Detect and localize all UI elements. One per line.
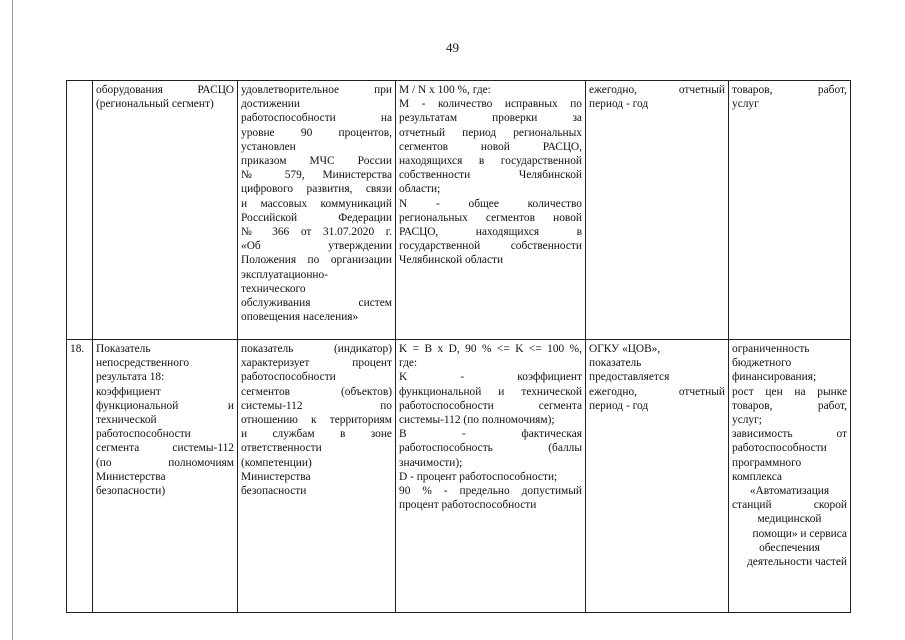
text-line: работоспособности <box>96 428 191 441</box>
text-line: услуг <box>732 98 759 111</box>
text-line: товаров, работ, <box>732 399 847 412</box>
text-line: 90 % - предельно допустимый <box>399 485 582 498</box>
text-line: ОГКУ «ЦОВ», <box>589 343 661 355</box>
text-line: K = B x D, 90 % <= K <= 100 %, <box>399 343 582 355</box>
text-line: находящихся в государственной <box>399 155 582 168</box>
row-number-cell <box>67 81 93 340</box>
text-line: ответственности <box>241 442 322 455</box>
indicator-cell <box>93 340 238 613</box>
text-line: программного <box>732 456 802 469</box>
text-line: Министерства <box>241 470 311 483</box>
text-line: эксплуатационно- <box>241 268 329 281</box>
text-line: (региональный сегмент) <box>96 98 214 111</box>
text-line: работоспособности <box>732 442 827 455</box>
text-line: и массовых коммуникаций <box>241 197 392 210</box>
text-line: результата 18: <box>96 371 165 384</box>
text-line: показатель <box>589 357 642 370</box>
text-line: комплекса <box>732 470 782 483</box>
source-cell <box>586 81 729 340</box>
text-line: значимости); <box>399 456 463 469</box>
text-line: ограниченность <box>732 343 810 355</box>
text-line: достижении <box>241 98 300 111</box>
text-line: региональных сегментов новой <box>399 211 582 224</box>
text-line: функциональной и технической <box>399 385 582 398</box>
text-line: бюджетного <box>732 357 792 370</box>
text-line: (компетенции) <box>241 456 312 469</box>
text-line: финансирования; <box>732 371 817 384</box>
text-line: непосредственного <box>96 357 190 370</box>
text-line: работоспособности <box>241 371 336 384</box>
text-line: коэффициент <box>96 385 161 398</box>
text-line: работоспособности на <box>241 112 392 125</box>
text-line: Показатель <box>96 343 151 355</box>
text-line: оповещения населения» <box>241 311 359 324</box>
page-left-edge-rule <box>12 0 13 640</box>
text-line: удовлетворительное при <box>241 84 392 96</box>
text-line: приказом МЧС России <box>241 155 392 168</box>
text-line: медицинской <box>757 513 822 526</box>
text-line: оборудования РАСЦО <box>96 84 234 96</box>
text-line: системы-112 по <box>241 399 392 412</box>
source-cell <box>586 340 729 613</box>
page-number: 49 <box>446 40 459 55</box>
text-line: результатам проверки за <box>399 112 582 125</box>
text-line: помощи» и сервиса <box>752 527 847 540</box>
text-line: показатель (индикатор) <box>241 343 392 355</box>
text-line: и службам в зоне <box>241 428 392 441</box>
text-line: цифрового развития, связи <box>241 183 392 196</box>
text-line: деятельности частей <box>746 556 847 569</box>
text-line: период - год <box>589 399 649 412</box>
text-line: (по полномочиям <box>96 456 234 469</box>
description-cell <box>238 340 396 613</box>
text-line: сегмента системы-112 <box>96 442 234 455</box>
text-line: B - фактическая <box>399 428 582 441</box>
text-line: технической <box>96 414 157 427</box>
text-line: сегментов (объектов) <box>241 385 392 398</box>
text-line: технического <box>241 282 306 295</box>
indicator-cell <box>93 81 238 340</box>
text-line: K - коэффициент <box>399 371 582 384</box>
text-line: сегментов новой РАСЦО, <box>399 140 582 153</box>
text-line: рост цен на рынке <box>732 385 847 398</box>
text-line: отчетный период региональных <box>399 126 582 139</box>
text-line: период - год <box>589 98 649 111</box>
row-number-cell: 18. <box>67 340 93 613</box>
text-line: D - процент работоспособности; <box>399 470 558 483</box>
text-line: зависимость от <box>732 428 847 441</box>
text-line: безопасности) <box>96 485 166 498</box>
text-line: собственности Челябинской <box>399 169 582 182</box>
text-line: Положения по организации <box>241 254 392 267</box>
text-line: «Автоматизация <box>749 485 830 498</box>
indicators-table <box>66 80 851 613</box>
text-line: установлен <box>241 140 296 153</box>
text-line: N - общее количество <box>399 197 582 210</box>
text-line: № 579, Министерства <box>241 169 392 182</box>
table-row-18 <box>67 340 851 613</box>
text-line: безопасности <box>241 485 307 498</box>
text-line: «Об утверждении <box>241 240 392 253</box>
text-line: товаров, работ, <box>732 84 847 96</box>
formula-cell <box>396 340 586 613</box>
description-cell <box>238 81 396 340</box>
text-line: обеспечения <box>759 541 820 554</box>
risks-cell <box>729 81 851 340</box>
text-line: станций скорой <box>732 499 847 512</box>
text-line: Министерства <box>96 470 166 483</box>
text-line: РАСЦО, находящихся в <box>399 226 582 239</box>
text-line: услуг; <box>732 414 762 427</box>
text-line: предоставляется <box>589 371 670 384</box>
text-line: уровне 90 процентов, <box>241 126 392 139</box>
text-line: ежегодно, отчетный <box>589 84 725 96</box>
text-line: № 366 от 31.07.2020 г. <box>241 226 392 239</box>
text-line: обслуживания систем <box>241 297 392 310</box>
table-row-continuation <box>67 81 851 340</box>
text-line: где: <box>399 357 418 370</box>
text-line: Челябинской области <box>399 254 504 267</box>
text-line: Российской Федерации <box>241 211 392 224</box>
formula-cell <box>396 81 586 340</box>
text-line: ежегодно, отчетный <box>589 385 725 398</box>
text-line: отношению к территориям <box>241 414 392 427</box>
text-line: функциональной и <box>96 399 234 412</box>
text-line: области; <box>399 183 441 196</box>
text-line: системы-112 (по полномочиям); <box>399 414 555 427</box>
text-line: работоспособности сегмента <box>399 399 582 412</box>
risks-cell <box>729 340 851 613</box>
text-line: работоспособность (баллы <box>399 442 582 455</box>
text-line: государственной собственности <box>399 240 582 253</box>
text-line: характеризует процент <box>241 357 392 370</box>
text-line: M - количество исправных по <box>399 98 582 111</box>
text-line: процент работоспособности <box>399 499 537 512</box>
text-line: M / N x 100 %, где: <box>399 84 491 96</box>
